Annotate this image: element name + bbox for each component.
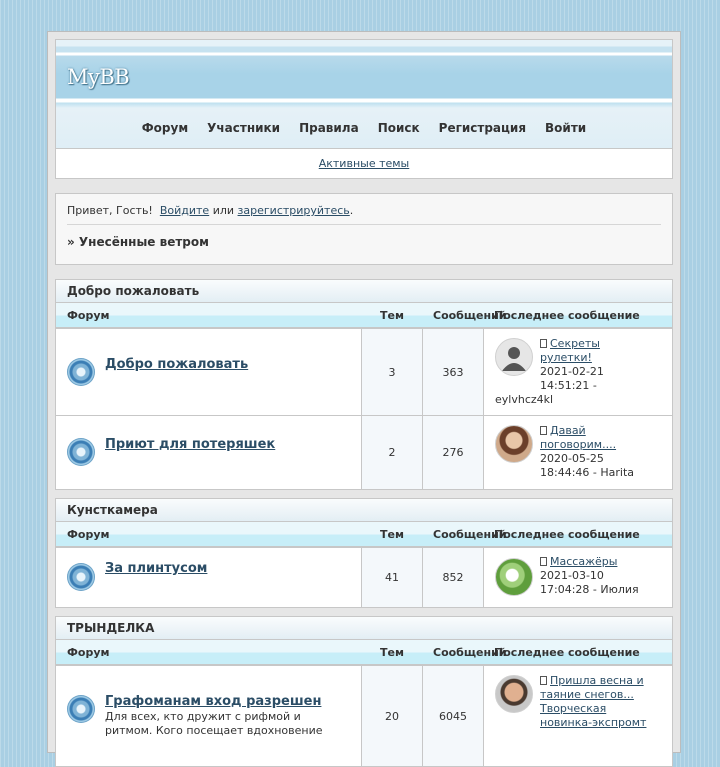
last-post-date: 2021-03-10 <box>540 569 604 582</box>
posts-count: 363 <box>422 329 483 415</box>
last-post-link[interactable]: Секреты рулетки! <box>540 337 600 364</box>
user-avatar[interactable] <box>495 425 533 463</box>
last-post-info <box>540 674 655 730</box>
site-logo[interactable]: MyBB <box>67 65 130 89</box>
last-post-cell <box>483 666 672 766</box>
col-topics: Тем <box>380 309 404 322</box>
last-post-date: 2020-05-25 <box>540 452 604 465</box>
forum-read-icon <box>67 358 95 386</box>
forum-link[interactable]: Добро пожаловать <box>105 357 249 372</box>
last-post-link-2[interactable]: Творческая новинка-экспромт <box>540 702 647 729</box>
document-icon <box>540 426 547 435</box>
forum-read-icon <box>67 695 95 723</box>
last-post-info <box>540 424 655 480</box>
category-tryndelka <box>55 616 673 767</box>
breadcrumb[interactable]: » Унесённые ветром <box>67 235 209 249</box>
posts-count: 852 <box>422 548 483 607</box>
login-link[interactable]: Войдите <box>159 204 210 217</box>
document-icon <box>540 339 547 348</box>
column-header <box>56 303 672 328</box>
category-welcome <box>55 279 673 490</box>
col-topics: Тем <box>380 646 404 659</box>
active-topics-link[interactable]: Активные темы <box>318 157 410 170</box>
col-forum: Форум <box>67 646 110 659</box>
topics-count: 2 <box>361 416 422 489</box>
last-post-cell <box>483 548 672 607</box>
greeting-line <box>67 204 661 217</box>
default-user-avatar[interactable] <box>495 338 533 376</box>
nav-search[interactable]: Поиск <box>377 121 420 135</box>
col-last: Последнее сообщение <box>494 309 640 322</box>
last-post-link[interactable]: Пришла весна и таяние снегов... <box>540 674 644 701</box>
document-icon <box>540 676 547 685</box>
main-nav <box>56 108 672 149</box>
forum-link[interactable]: Графоманам вход разрешен <box>105 694 322 709</box>
forum-row <box>56 547 672 607</box>
or-text: или <box>212 204 235 217</box>
last-post-user[interactable]: eylvhcz4kl <box>495 393 554 406</box>
forum-row <box>56 665 672 766</box>
period: . <box>349 204 354 217</box>
topics-count: 3 <box>361 329 422 415</box>
col-posts: Сообщений <box>433 528 507 541</box>
last-post-info <box>540 555 655 597</box>
user-avatar[interactable] <box>495 558 533 596</box>
last-post-cell <box>483 329 672 415</box>
forum-link[interactable]: За плинтусом <box>105 561 208 576</box>
last-post-date: 2021-02-21 14:51:21 - <box>540 365 604 392</box>
banner <box>56 40 672 108</box>
nav-login[interactable]: Войти <box>545 121 587 135</box>
forum-read-icon <box>67 438 95 466</box>
forum-read-icon <box>67 563 95 591</box>
column-header <box>56 522 672 547</box>
last-post-time-user: 17:04:28 - Июлия <box>540 583 639 596</box>
greeting-text: Привет, Гость! <box>67 204 153 217</box>
divider <box>67 224 661 225</box>
col-posts: Сообщений <box>433 309 507 322</box>
col-forum: Форум <box>67 528 110 541</box>
col-topics: Тем <box>380 528 404 541</box>
last-post-info <box>540 337 655 393</box>
user-avatar[interactable] <box>495 675 533 713</box>
last-post-link[interactable]: Давай поговорим.... <box>540 424 617 451</box>
column-header <box>56 640 672 665</box>
category-title[interactable]: Добро пожаловать <box>56 280 672 303</box>
document-icon <box>540 557 547 566</box>
last-post-cell <box>483 416 672 489</box>
forum-link[interactable]: Приют для потеряшек <box>105 437 276 452</box>
nav-forum[interactable]: Форум <box>141 121 189 135</box>
topics-count: 41 <box>361 548 422 607</box>
page-wrapper <box>47 31 681 753</box>
forum-row <box>56 415 672 489</box>
col-forum: Форум <box>67 309 110 322</box>
nav-rules[interactable]: Правила <box>299 121 359 135</box>
posts-count: 276 <box>422 416 483 489</box>
forum-row <box>56 328 672 415</box>
header <box>55 39 673 179</box>
posts-count: 6045 <box>422 666 483 766</box>
last-post-link[interactable]: Массажёры <box>550 555 618 568</box>
category-title[interactable]: ТРЫНДЕЛКА <box>56 617 672 640</box>
topics-count: 20 <box>361 666 422 766</box>
col-last: Последнее сообщение <box>494 528 640 541</box>
nav-members[interactable]: Участники <box>207 121 281 135</box>
register-link[interactable]: зарегистрируйтесь <box>237 204 350 217</box>
sub-nav <box>56 149 672 178</box>
category-kunstkamera <box>55 498 673 608</box>
welcome-box <box>55 193 673 265</box>
col-last: Последнее сообщение <box>494 646 640 659</box>
forum-description: Для всех, кто дружит с рифмой и ритмом. Кого посещает вдохновение <box>105 710 323 737</box>
col-posts: Сообщений <box>433 646 507 659</box>
category-title[interactable]: Кунсткамера <box>56 499 672 522</box>
nav-register[interactable]: Регистрация <box>438 121 527 135</box>
last-post-time-user: 18:44:46 - Harita <box>540 466 635 479</box>
